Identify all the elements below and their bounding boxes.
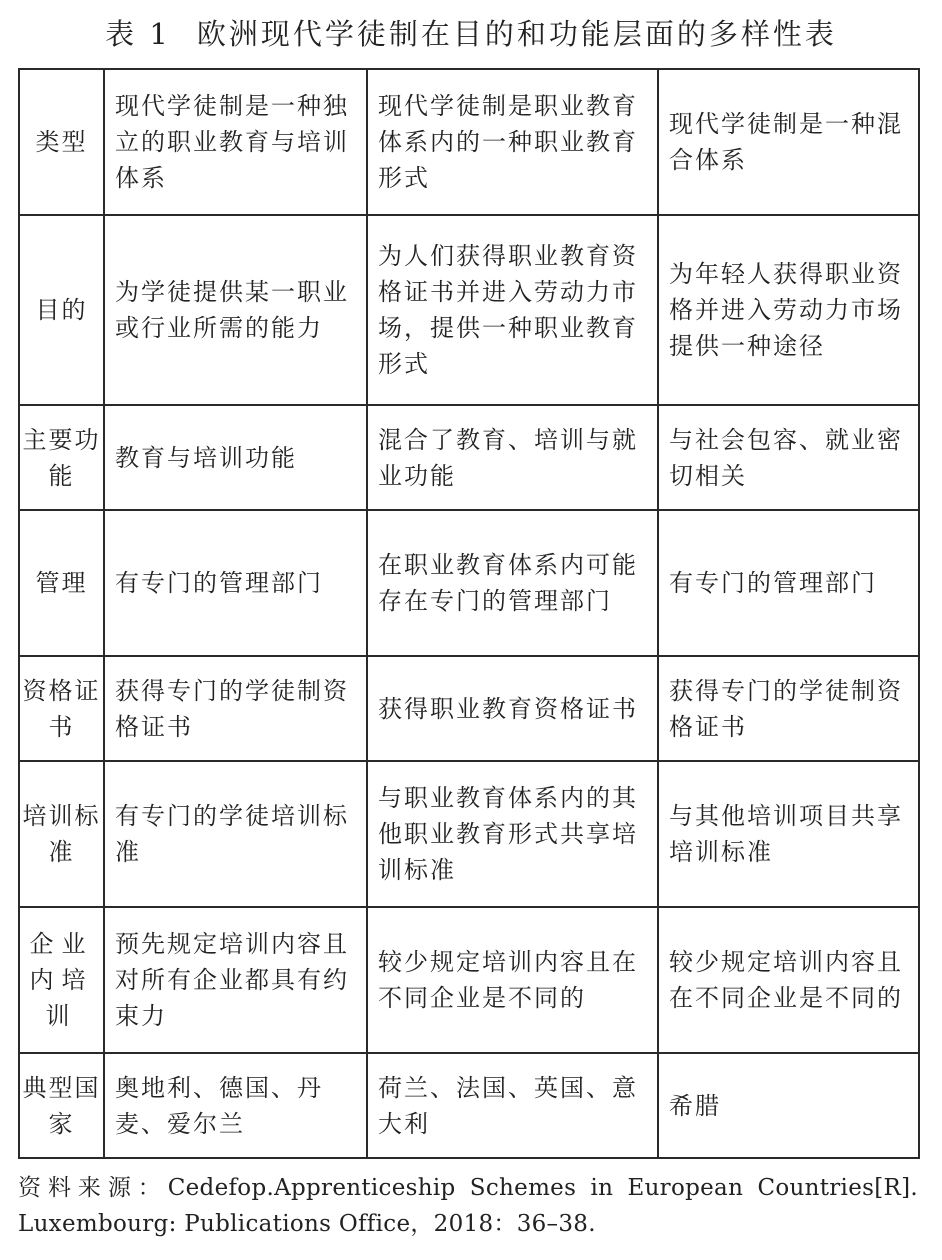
table-cell: 教育与培训功能 [104, 405, 367, 510]
table-cell: 在职业教育体系内可能存在专门的管理部门 [367, 510, 658, 656]
table-title [0, 14, 942, 54]
table-row-certificate [19, 656, 919, 761]
table-cell: 荷兰、法国、英国、意大利 [367, 1053, 658, 1158]
table-cell: 预先规定培训内容且对所有企业都具有约束力 [104, 907, 367, 1053]
source-note: 资料来源：Cedefop.Apprenticeship Schemes in European Countries[R]. Luxembourg: Publications Office，2018：36–38. [18, 1175, 918, 1237]
row-header: 目的 [19, 215, 104, 405]
table-row-standard [19, 761, 919, 907]
table-title-text: 欧洲现代学徒制在目的和功能层面的多样性表 [196, 17, 837, 51]
row-header [19, 907, 104, 1053]
table-row-type [19, 69, 919, 215]
table-cell: 有专门的管理部门 [104, 510, 367, 656]
table-cell: 与社会包容、就业密切相关 [658, 405, 919, 510]
table-cell: 较少规定培训内容且在不同企业是不同的 [367, 907, 658, 1053]
row-header: 主要功能 [19, 405, 104, 510]
table-cell: 与职业教育体系内的其他职业教育形式共享培训标准 [367, 761, 658, 907]
row-header: 资格证书 [19, 656, 104, 761]
table-cell: 为学徒提供某一职业或行业所需的能力 [104, 215, 367, 405]
row-header: 典型国家 [19, 1053, 104, 1158]
table-row-in-company-training [19, 907, 919, 1053]
table-number: 表 1 [105, 17, 171, 51]
comparison-table [18, 68, 920, 1159]
table-cell: 获得专门的学徒制资格证书 [104, 656, 367, 761]
table-cell: 获得专门的学徒制资格证书 [658, 656, 919, 761]
row-header-text: 企业内培训 [29, 930, 94, 1030]
table-cell: 为年轻人获得职业资格并进入劳动力市场提供一种途径 [658, 215, 919, 405]
table-row-countries [19, 1053, 919, 1158]
table-cell: 希腊 [658, 1053, 919, 1158]
table-cell: 与其他培训项目共享培训标准 [658, 761, 919, 907]
table-cell: 较少规定培训内容且在不同企业是不同的 [658, 907, 919, 1053]
table-row-function [19, 405, 919, 510]
table-row-management [19, 510, 919, 656]
table-cell: 现代学徒制是一种独立的职业教育与培训体系 [104, 69, 367, 215]
table-cell: 有专门的学徒培训标准 [104, 761, 367, 907]
table-cell: 有专门的管理部门 [658, 510, 919, 656]
table-cell: 为人们获得职业教育资格证书并进入劳动力市场，提供一种职业教育形式 [367, 215, 658, 405]
table-cell: 现代学徒制是职业教育体系内的一种职业教育形式 [367, 69, 658, 215]
row-header: 管理 [19, 510, 104, 656]
table-cell: 获得职业教育资格证书 [367, 656, 658, 761]
row-header: 培训标准 [19, 761, 104, 907]
table-row-purpose [19, 215, 919, 405]
table-cell: 奥地利、德国、丹麦、爱尔兰 [104, 1053, 367, 1158]
table-cell: 现代学徒制是一种混合体系 [658, 69, 919, 215]
table-cell: 混合了教育、培训与就业功能 [367, 405, 658, 510]
row-header: 类型 [19, 69, 104, 215]
